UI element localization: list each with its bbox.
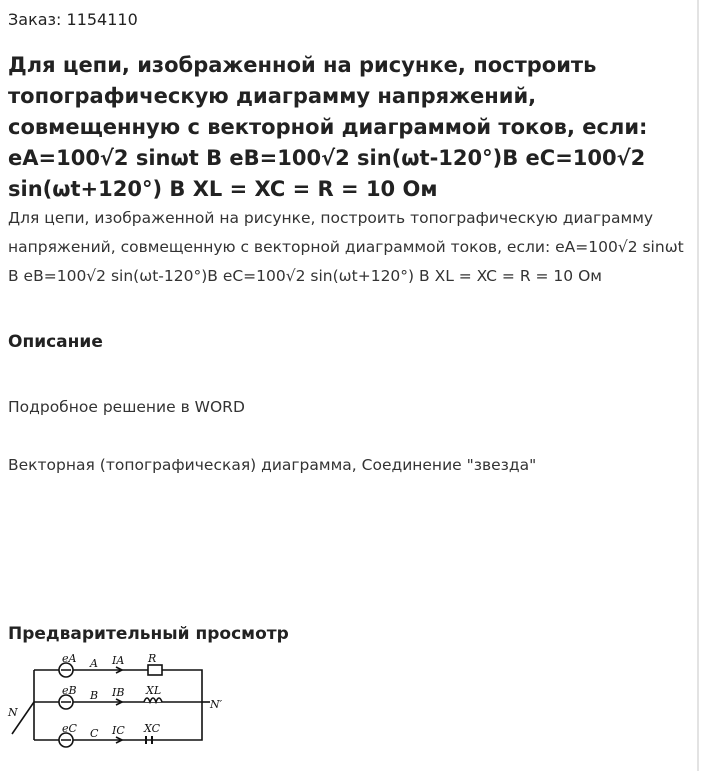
task-text: Для цепи, изображенной на рисунке, построить топографическую диаграмму напряжений, совмещенную с векторной диаграммой токов, если: eA=100√2 sinωt В eB=100√2 sin(ωt-120°)В eC=100√2 sin(ωt+120°) В XL = XC = R = 10 Ом — [8, 209, 684, 285]
order-number: Заказ: 1154110 — [8, 10, 138, 29]
resistor-r — [148, 665, 162, 675]
inductor-xl — [144, 698, 162, 702]
label-ec: eC — [62, 722, 77, 735]
description-paragraph-1: Подробное решение в WORD — [8, 398, 245, 416]
label-n: N — [8, 706, 18, 719]
label-ea: eA — [62, 652, 77, 665]
preview-heading: Предварительный просмотр — [8, 624, 289, 644]
label-ia: IA — [112, 654, 125, 667]
label-c: C — [90, 727, 99, 740]
label-a: A — [90, 657, 98, 670]
description-paragraph-2: Векторная (топографическая) диаграмма, Соединение "звезда" — [8, 456, 537, 474]
label-ic: IC — [112, 724, 125, 737]
label-r: R — [148, 652, 157, 665]
page-title: Для цепи, изображенной на рисунке, построить топографическую диаграмму напряжений, совмещенную с векторной диаграммой токов, если: eA=100√2 sinωt В eB=100√2 sin(ωt-120°)В eC=100√2 sin(ωt+120°) В XL = XC = R = 10 Ом — [8, 53, 648, 201]
label-n-prime: N′ — [210, 698, 223, 711]
label-b: B — [90, 689, 99, 702]
description-heading: Описание — [8, 332, 103, 352]
label-xl: XL — [146, 684, 162, 697]
label-xc: XC — [144, 722, 161, 735]
circuit-preview-image[interactable] — [6, 652, 236, 770]
label-ib: IB — [112, 686, 125, 699]
label-eb: eB — [62, 684, 77, 697]
